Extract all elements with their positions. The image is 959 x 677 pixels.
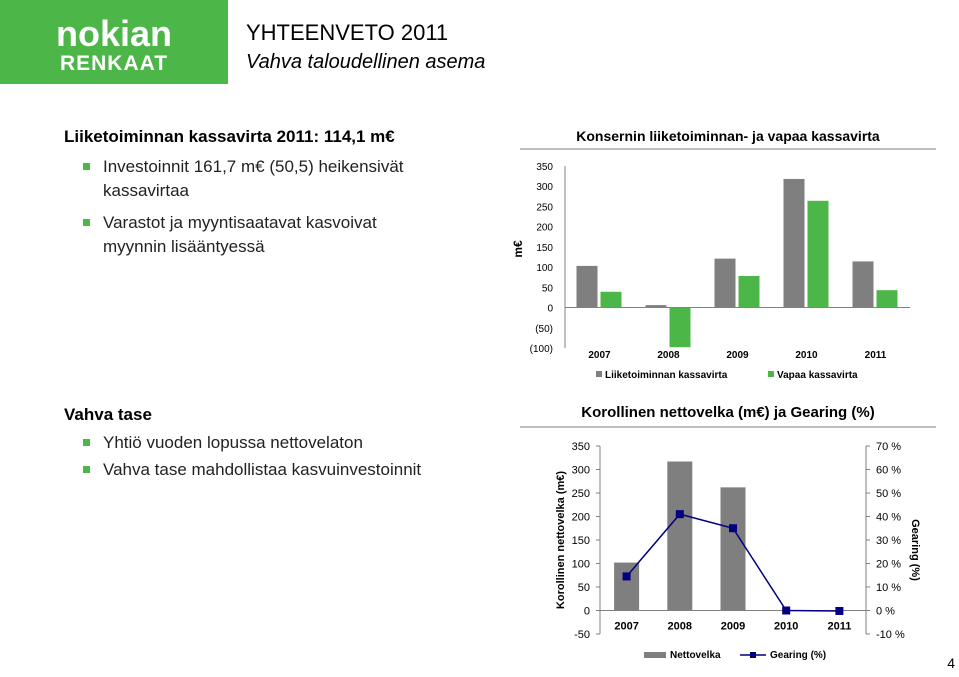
y-tick-label: 350: [571, 441, 590, 453]
bullet-square-icon: [83, 439, 90, 446]
gearing-marker: [623, 572, 631, 580]
x-tick-label: 2010: [795, 350, 818, 361]
legend-label: Gearing (%): [770, 650, 827, 661]
y-tick-label: 300: [571, 464, 590, 477]
bar: [667, 462, 692, 611]
bullet-text-line: kassavirtaa: [103, 181, 189, 200]
y-axis-label: m€: [511, 240, 525, 258]
y-tick-label: 50: [577, 582, 590, 594]
x-tick-label: 2009: [726, 350, 749, 361]
y-axis-label: Korollinen nettovelka (m€): [555, 470, 567, 610]
page-subtitle: Vahva taloudellinen asema: [246, 51, 486, 73]
bar: [739, 276, 760, 308]
legend-swatch: [596, 371, 602, 377]
x-tick-label: 2009: [720, 620, 746, 633]
chart1-title: Konsernin liiketoiminnan- ja vapaa kassavirta: [576, 128, 880, 144]
bullet-square-icon: [83, 163, 90, 170]
bullet-text-line: Investoinnit 161,7 m€ (50,5) heikensivät: [103, 157, 404, 176]
gearing-marker: [676, 510, 684, 518]
y2-tick-label: 0 %: [876, 605, 895, 618]
section2-title: Vahva tase: [64, 405, 152, 424]
y-tick-label: 350: [536, 162, 553, 173]
bar: [614, 563, 639, 611]
y2-tick-label: 30 %: [876, 535, 902, 547]
y-tick-label: 100: [571, 558, 590, 571]
y2-tick-label: -10 %: [876, 629, 905, 641]
section2-bullet-2: [103, 458, 421, 482]
section1-title: Liiketoiminnan kassavirta 2011: 114,1 m€: [64, 127, 395, 146]
legend-label: Liiketoiminnan kassavirta: [605, 370, 728, 381]
section1-bullet-1: [103, 155, 404, 203]
y2-tick-label: 20 %: [876, 558, 902, 571]
gearing-marker: [729, 524, 737, 532]
legend-label: Nettovelka: [670, 650, 721, 661]
page-number: 4: [947, 655, 955, 671]
logo-mark: [0, 0, 228, 84]
y-tick-label: 100: [536, 263, 553, 275]
bar: [646, 305, 667, 307]
gearing-marker: [835, 607, 843, 615]
bullet-text-line: Varastot ja myyntisaatavat kasvoivat: [103, 213, 377, 232]
bullet-text-line: Vahva tase mahdollistaa kasvuinvestoinnit: [103, 460, 422, 479]
chart1-cashflow: [500, 152, 940, 388]
bar: [853, 261, 874, 307]
y-tick-label: 0: [583, 605, 590, 618]
bar: [877, 290, 898, 307]
section1-bullet-2: [103, 211, 377, 259]
bar: [808, 201, 829, 308]
x-tick-label: 2011: [827, 620, 852, 633]
y-tick-label: 250: [536, 202, 553, 214]
legend-marker: [750, 652, 756, 658]
y-tick-label: -50: [574, 629, 590, 641]
x-tick-label: 2008: [657, 350, 680, 361]
y2-axis-label: Gearing (%): [909, 519, 921, 581]
bar: [715, 259, 736, 308]
bar: [721, 487, 746, 610]
y-tick-label: 150: [571, 535, 590, 547]
legend-swatch: [768, 371, 774, 377]
y-tick-label: 0: [547, 303, 553, 315]
y2-tick-label: 70 %: [876, 441, 902, 453]
section2-bullet-1: [103, 431, 363, 455]
y-tick-label: 300: [536, 182, 553, 194]
chart2-net-debt-gearing: [540, 430, 940, 668]
x-tick-label: 2007: [614, 620, 639, 633]
y-tick-label: 150: [536, 242, 553, 254]
y2-tick-label: 60 %: [876, 464, 902, 477]
bar: [670, 308, 691, 348]
y2-tick-label: 40 %: [876, 511, 902, 524]
gearing-marker: [782, 607, 790, 615]
bullet-text-line: myynnin lisääntyessä: [103, 237, 265, 256]
y-tick-label: 200: [571, 511, 590, 524]
y-tick-label: 200: [536, 222, 553, 234]
x-tick-label: 2011: [864, 350, 887, 361]
y-tick-label: (100): [529, 344, 553, 355]
chart2-title: Korollinen nettovelka (m€) ja Gearing (%): [581, 404, 875, 421]
bar: [601, 292, 622, 308]
x-tick-label: 2007: [588, 350, 611, 361]
page-title: YHTEENVETO 2011: [246, 20, 449, 45]
y-tick-label: 250: [571, 488, 590, 500]
x-tick-label: 2010: [773, 620, 799, 633]
nokian-renkaat-logo: [0, 0, 228, 84]
bullet-text-line: Yhtiö vuoden lopussa nettovelaton: [103, 433, 363, 452]
y2-tick-label: 50 %: [876, 488, 902, 500]
y2-tick-label: 10 %: [876, 582, 902, 594]
chart1-title-rule: [520, 148, 936, 150]
bullet-square-icon: [83, 219, 90, 226]
legend-swatch: [644, 652, 666, 658]
x-tick-label: 2008: [667, 620, 693, 633]
logo-line1: nokian: [55, 13, 173, 54]
y-tick-label: (50): [535, 323, 553, 335]
bullet-square-icon: [83, 466, 90, 473]
legend-label: Vapaa kassavirta: [777, 370, 858, 381]
logo-line2: RENKAAT: [59, 52, 169, 75]
bar: [577, 266, 598, 308]
chart2-title-rule: [520, 426, 936, 428]
bar: [784, 179, 805, 308]
y-tick-label: 50: [541, 283, 553, 295]
